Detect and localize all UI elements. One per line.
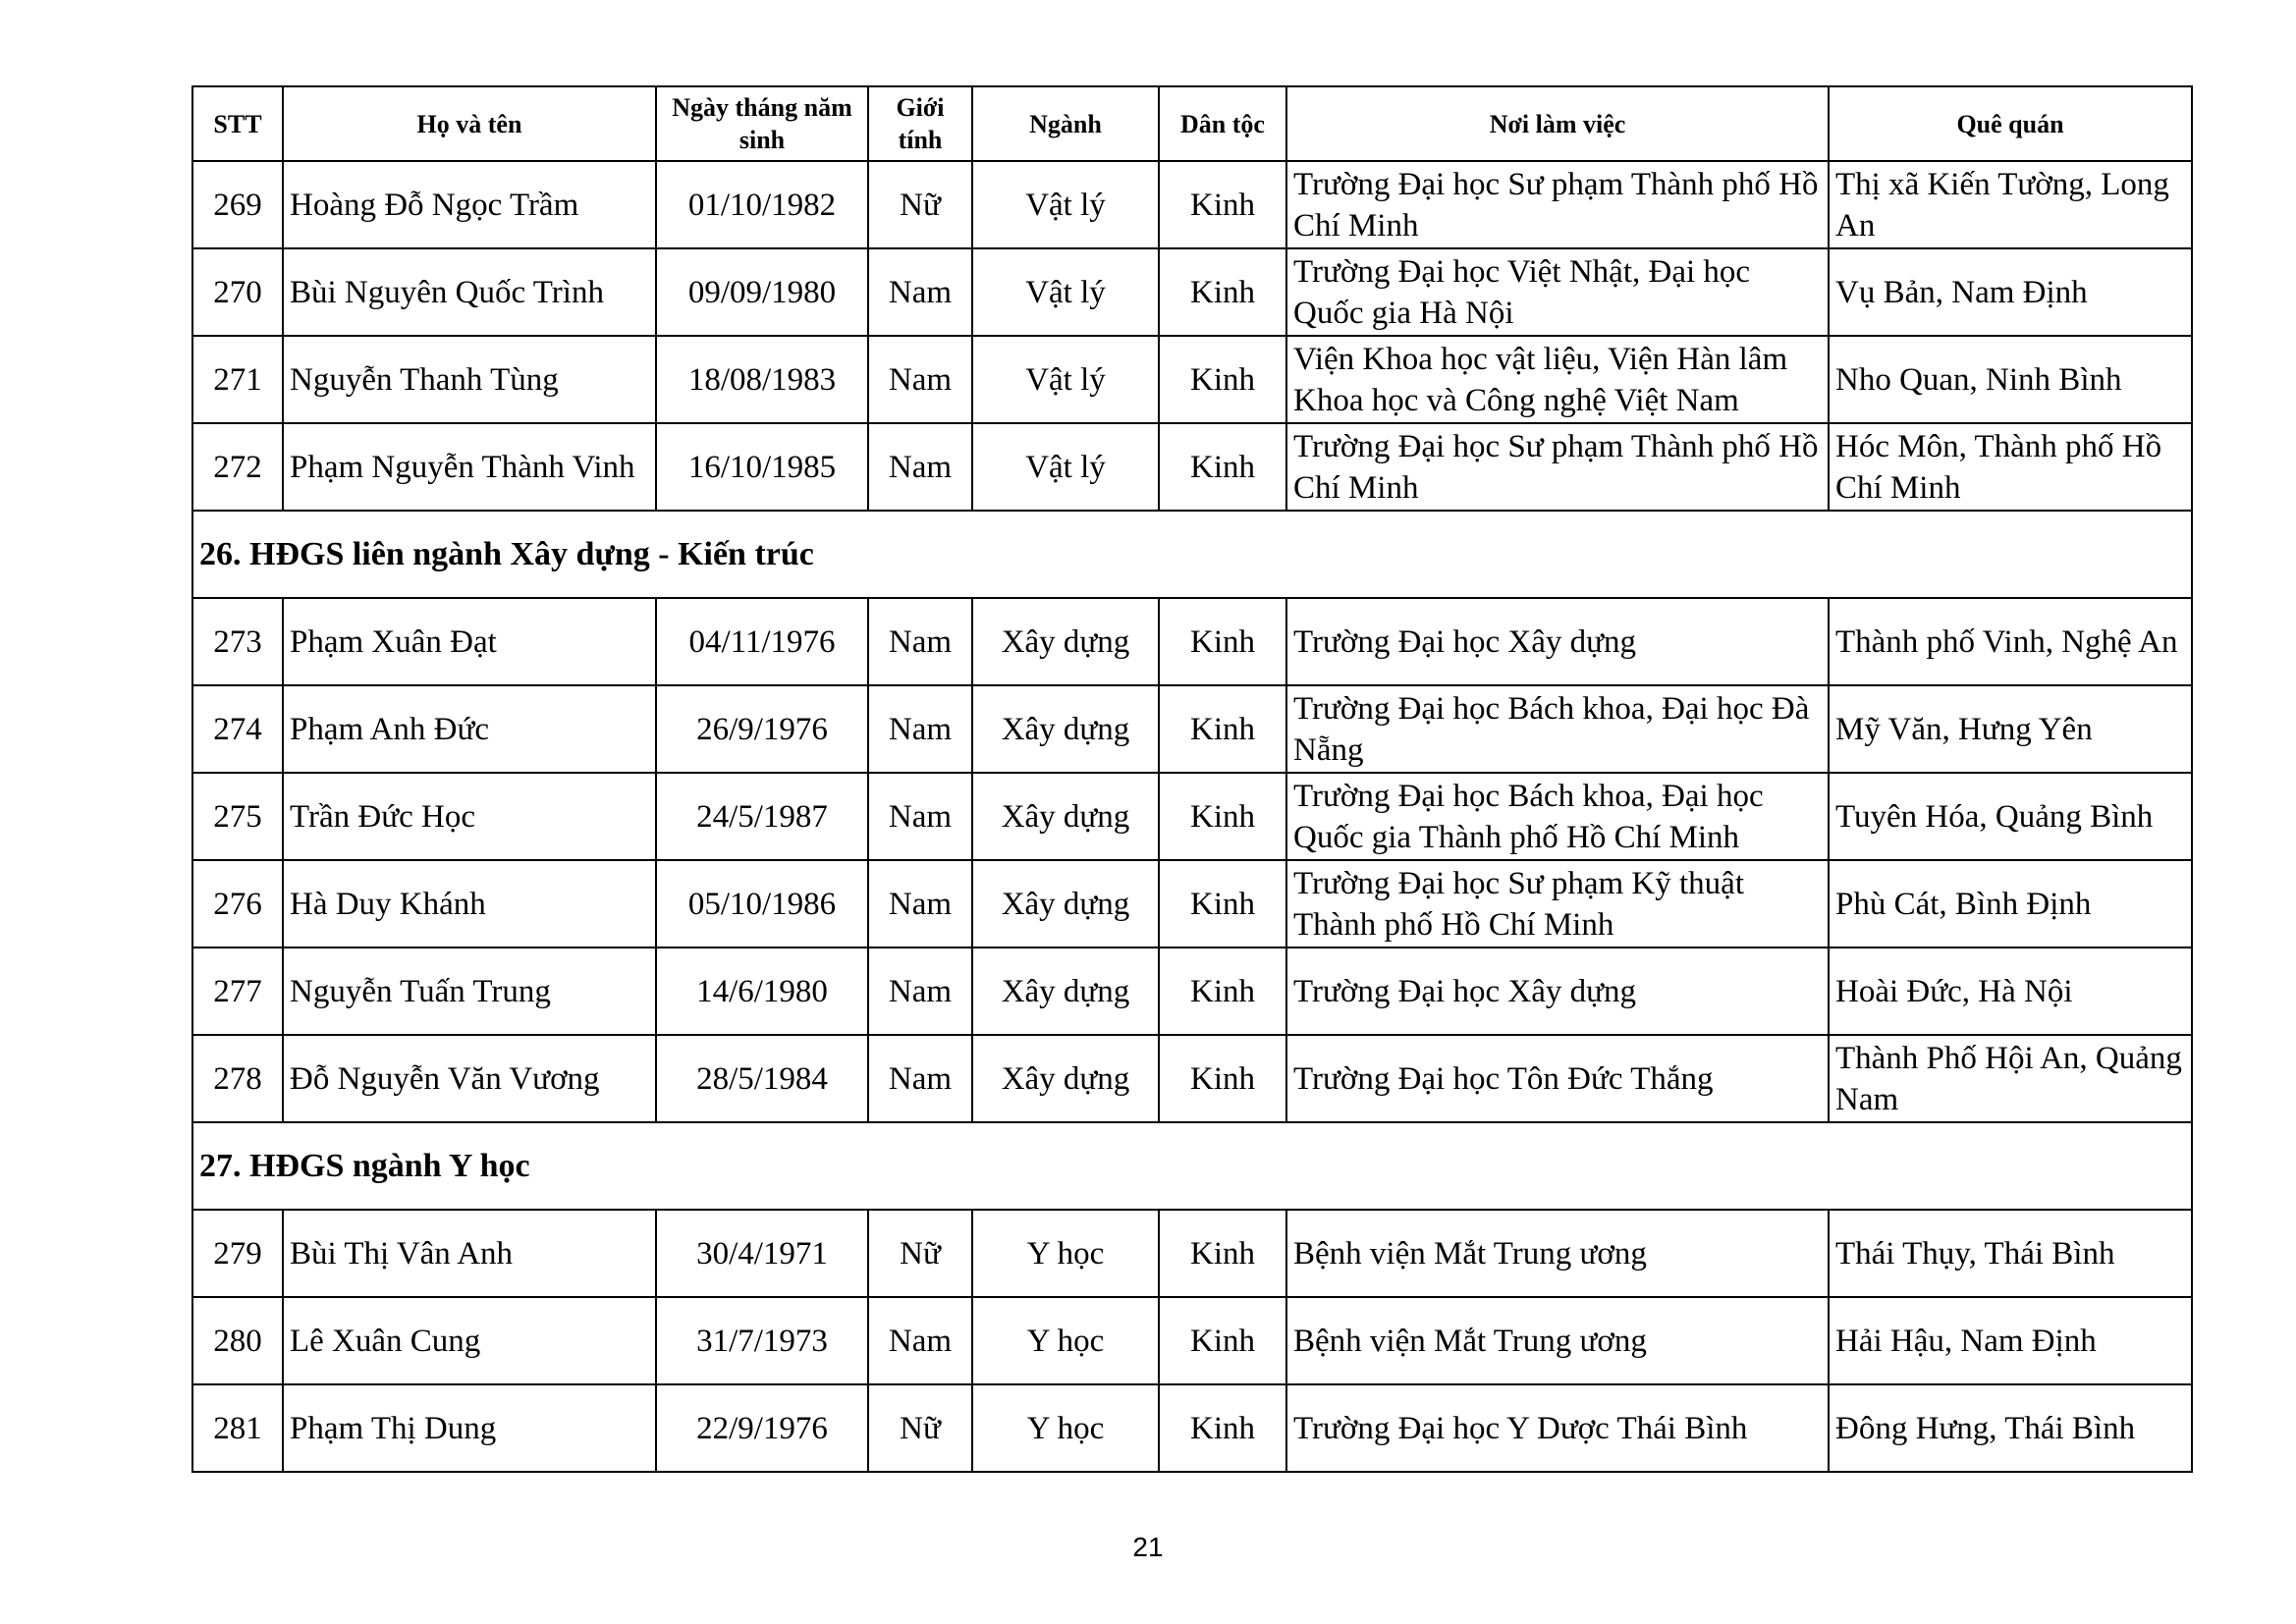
cell-gender: Nam xyxy=(868,248,972,336)
cell-ethnicity: Kinh xyxy=(1159,773,1286,860)
cell-stt: 269 xyxy=(192,161,283,248)
cell-hometown: Vụ Bản, Nam Định xyxy=(1829,248,2192,336)
candidate-table xyxy=(191,85,2193,1473)
cell-dob: 31/7/1973 xyxy=(656,1297,868,1384)
header-name: Họ và tên xyxy=(283,86,656,161)
table-row xyxy=(192,248,2192,336)
cell-stt: 274 xyxy=(192,685,283,773)
cell-hometown: Mỹ Văn, Hưng Yên xyxy=(1829,685,2192,773)
table-row xyxy=(192,685,2192,773)
cell-workplace: Bệnh viện Mắt Trung ương xyxy=(1286,1297,1829,1384)
cell-workplace: Trường Đại học Sư phạm Thành phố Hồ Chí Minh xyxy=(1286,161,1829,248)
cell-ethnicity: Kinh xyxy=(1159,860,1286,947)
table-row xyxy=(192,1297,2192,1384)
header-dob: Ngày tháng năm sinh xyxy=(656,86,868,161)
cell-stt: 279 xyxy=(192,1210,283,1297)
cell-stt: 270 xyxy=(192,248,283,336)
cell-field: Xây dựng xyxy=(972,598,1159,685)
cell-workplace: Trường Đại học Việt Nhật, Đại học Quốc gia Hà Nội xyxy=(1286,248,1829,336)
cell-name: Phạm Thị Dung xyxy=(283,1384,656,1472)
cell-dob: 18/08/1983 xyxy=(656,336,868,423)
cell-field: Y học xyxy=(972,1297,1159,1384)
cell-workplace: Trường Đại học Xây dựng xyxy=(1286,598,1829,685)
cell-hometown: Hải Hậu, Nam Định xyxy=(1829,1297,2192,1384)
header-hometown: Quê quán xyxy=(1829,86,2192,161)
cell-workplace: Trường Đại học Y Dược Thái Bình xyxy=(1286,1384,1829,1472)
cell-dob: 26/9/1976 xyxy=(656,685,868,773)
cell-stt: 272 xyxy=(192,423,283,511)
cell-stt: 275 xyxy=(192,773,283,860)
table-row xyxy=(192,1035,2192,1122)
cell-hometown: Thị xã Kiến Tường, Long An xyxy=(1829,161,2192,248)
cell-hometown: Thái Thụy, Thái Bình xyxy=(1829,1210,2192,1297)
table-row xyxy=(192,1384,2192,1472)
section-title-27: 27. HĐGS ngành Y học xyxy=(192,1122,2192,1210)
section-title-26: 26. HĐGS liên ngành Xây dựng - Kiến trúc xyxy=(192,511,2192,598)
cell-ethnicity: Kinh xyxy=(1159,336,1286,423)
cell-workplace: Trường Đại học Xây dựng xyxy=(1286,947,1829,1035)
header-gender: Giới tính xyxy=(868,86,972,161)
cell-field: Vật lý xyxy=(972,248,1159,336)
cell-dob: 05/10/1986 xyxy=(656,860,868,947)
cell-hometown: Đông Hưng, Thái Bình xyxy=(1829,1384,2192,1472)
header-row xyxy=(192,86,2192,161)
cell-name: Đỗ Nguyễn Văn Vương xyxy=(283,1035,656,1122)
cell-name: Lê Xuân Cung xyxy=(283,1297,656,1384)
cell-workplace: Trường Đại học Bách khoa, Đại học Quốc gia Thành phố Hồ Chí Minh xyxy=(1286,773,1829,860)
cell-ethnicity: Kinh xyxy=(1159,1035,1286,1122)
cell-name: Phạm Xuân Đạt xyxy=(283,598,656,685)
table-row xyxy=(192,423,2192,511)
cell-gender: Nữ xyxy=(868,1210,972,1297)
cell-gender: Nam xyxy=(868,336,972,423)
cell-hometown: Phù Cát, Bình Định xyxy=(1829,860,2192,947)
cell-name: Nguyễn Tuấn Trung xyxy=(283,947,656,1035)
cell-name: Trần Đức Học xyxy=(283,773,656,860)
cell-stt: 281 xyxy=(192,1384,283,1472)
cell-field: Vật lý xyxy=(972,161,1159,248)
cell-workplace: Trường Đại học Tôn Đức Thắng xyxy=(1286,1035,1829,1122)
cell-dob: 30/4/1971 xyxy=(656,1210,868,1297)
cell-hometown: Nho Quan, Ninh Bình xyxy=(1829,336,2192,423)
header-ethnicity: Dân tộc xyxy=(1159,86,1286,161)
cell-field: Y học xyxy=(972,1384,1159,1472)
cell-gender: Nam xyxy=(868,1297,972,1384)
cell-ethnicity: Kinh xyxy=(1159,1384,1286,1472)
cell-stt: 280 xyxy=(192,1297,283,1384)
cell-stt: 271 xyxy=(192,336,283,423)
cell-gender: Nam xyxy=(868,860,972,947)
section-row-27 xyxy=(192,1122,2192,1210)
cell-gender: Nam xyxy=(868,1035,972,1122)
cell-field: Vật lý xyxy=(972,336,1159,423)
cell-dob: 22/9/1976 xyxy=(656,1384,868,1472)
header-stt: STT xyxy=(192,86,283,161)
cell-workplace: Trường Đại học Bách khoa, Đại học Đà Nẵng xyxy=(1286,685,1829,773)
header-workplace: Nơi làm việc xyxy=(1286,86,1829,161)
cell-field: Xây dựng xyxy=(972,947,1159,1035)
cell-gender: Nam xyxy=(868,423,972,511)
cell-ethnicity: Kinh xyxy=(1159,423,1286,511)
cell-dob: 09/09/1980 xyxy=(656,248,868,336)
cell-gender: Nữ xyxy=(868,161,972,248)
cell-gender: Nam xyxy=(868,947,972,1035)
cell-dob: 01/10/1982 xyxy=(656,161,868,248)
cell-ethnicity: Kinh xyxy=(1159,161,1286,248)
table-row xyxy=(192,773,2192,860)
cell-gender: Nam xyxy=(868,685,972,773)
cell-ethnicity: Kinh xyxy=(1159,947,1286,1035)
cell-name: Nguyễn Thanh Tùng xyxy=(283,336,656,423)
cell-dob: 14/6/1980 xyxy=(656,947,868,1035)
page-number: 21 xyxy=(1132,1532,1164,1562)
cell-field: Xây dựng xyxy=(972,685,1159,773)
cell-hometown: Thành phố Vinh, Nghệ An xyxy=(1829,598,2192,685)
cell-hometown: Hóc Môn, Thành phố Hồ Chí Minh xyxy=(1829,423,2192,511)
cell-hometown: Thành Phố Hội An, Quảng Nam xyxy=(1829,1035,2192,1122)
cell-field: Xây dựng xyxy=(972,773,1159,860)
cell-field: Xây dựng xyxy=(972,860,1159,947)
cell-field: Xây dựng xyxy=(972,1035,1159,1122)
cell-name: Hoàng Đỗ Ngọc Trầm xyxy=(283,161,656,248)
table-row xyxy=(192,860,2192,947)
cell-dob: 16/10/1985 xyxy=(656,423,868,511)
cell-stt: 278 xyxy=(192,1035,283,1122)
cell-dob: 28/5/1984 xyxy=(656,1035,868,1122)
cell-stt: 273 xyxy=(192,598,283,685)
cell-workplace: Bệnh viện Mắt Trung ương xyxy=(1286,1210,1829,1297)
cell-ethnicity: Kinh xyxy=(1159,1297,1286,1384)
table-row xyxy=(192,947,2192,1035)
cell-ethnicity: Kinh xyxy=(1159,685,1286,773)
cell-name: Phạm Anh Đức xyxy=(283,685,656,773)
cell-workplace: Trường Đại học Sư phạm Kỹ thuật Thành phố Hồ Chí Minh xyxy=(1286,860,1829,947)
cell-stt: 276 xyxy=(192,860,283,947)
cell-dob: 24/5/1987 xyxy=(656,773,868,860)
cell-field: Vật lý xyxy=(972,423,1159,511)
cell-hometown: Tuyên Hóa, Quảng Bình xyxy=(1829,773,2192,860)
cell-ethnicity: Kinh xyxy=(1159,248,1286,336)
cell-gender: Nam xyxy=(868,773,972,860)
cell-name: Bùi Nguyên Quốc Trình xyxy=(283,248,656,336)
table-row xyxy=(192,598,2192,685)
cell-stt: 277 xyxy=(192,947,283,1035)
cell-workplace: Viện Khoa học vật liệu, Viện Hàn lâm Khoa học và Công nghệ Việt Nam xyxy=(1286,336,1829,423)
cell-name: Hà Duy Khánh xyxy=(283,860,656,947)
cell-field: Y học xyxy=(972,1210,1159,1297)
table-row xyxy=(192,161,2192,248)
cell-dob: 04/11/1976 xyxy=(656,598,868,685)
cell-name: Phạm Nguyễn Thành Vinh xyxy=(283,423,656,511)
cell-gender: Nữ xyxy=(868,1384,972,1472)
cell-workplace: Trường Đại học Sư phạm Thành phố Hồ Chí Minh xyxy=(1286,423,1829,511)
cell-gender: Nam xyxy=(868,598,972,685)
cell-ethnicity: Kinh xyxy=(1159,598,1286,685)
header-field: Ngành xyxy=(972,86,1159,161)
cell-hometown: Hoài Đức, Hà Nội xyxy=(1829,947,2192,1035)
cell-name: Bùi Thị Vân Anh xyxy=(283,1210,656,1297)
table-row xyxy=(192,1210,2192,1297)
table-row xyxy=(192,336,2192,423)
section-row-26 xyxy=(192,511,2192,598)
cell-ethnicity: Kinh xyxy=(1159,1210,1286,1297)
